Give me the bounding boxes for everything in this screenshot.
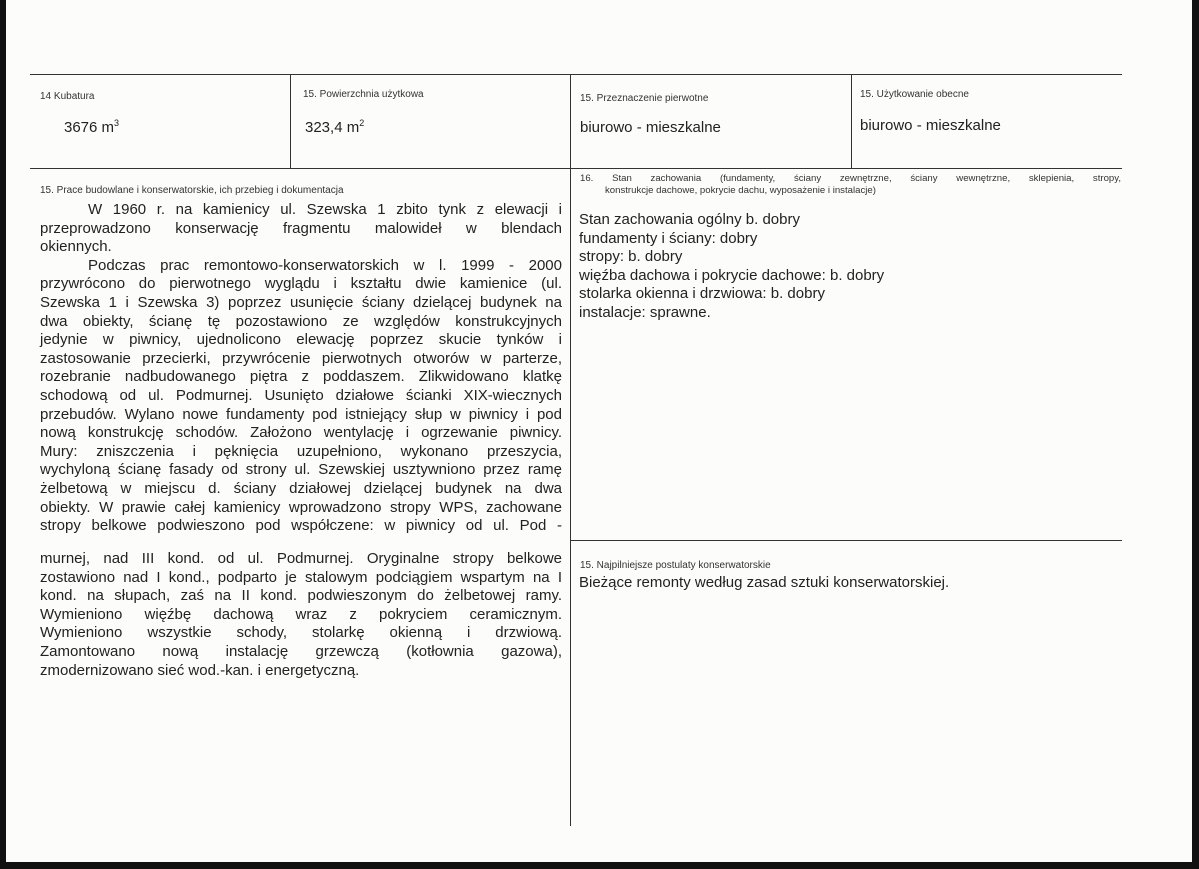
stan-label-2: konstrukcje dachowe, pokrycie dachu, wyposażenie i instalacje)	[605, 185, 876, 196]
text-line: stolarka okienna i drzwiowa: b. dobry	[579, 285, 825, 303]
text-line: Mury: zniszczenia i pęknięcia uzupełniono, wykonano przeszycia,	[40, 442, 562, 460]
text-line: nową konstrukcję schodów. Założono wentylację i ogrzewanie piwnicy.	[40, 424, 562, 442]
text-line: zmodernizowano sieć wod.-kan. i energetyczną.	[40, 661, 360, 679]
text-line: przebudów. Wylano nowe fundamenty pod istniejący słup w piwnicy i pod	[40, 405, 562, 423]
text-line: schodową od ul. Podmurnej. Usunięto działowe ścianki XIX-wiecznych	[40, 386, 562, 404]
uzytkowanie-label: 15. Użytkowanie obecne	[860, 89, 969, 100]
text-line: Wymieniono więźbę dachową wraz z pokryciem ceramicznym.	[40, 605, 562, 623]
prace-text-1	[40, 201, 562, 536]
stan-label: 16. Stan zachowania (fundamenty, ściany zewnętrzne, ściany wewnętrzne, sklepienia, stropy,	[580, 173, 1121, 184]
text-line: stropy belkowe podwieszono pod współczene: w piwnicy od ul. Pod -	[40, 517, 562, 535]
uzytkowanie-value: biurowo - mieszkalne	[860, 117, 1001, 134]
divider	[570, 74, 571, 826]
text-line: Szewska 1 i Szewska 3) poprzez usunięcie ściany dzielącej budynek na	[40, 293, 562, 311]
text-line: dwa obiekty, ścianę tę pozostawiono ze względów konstrukcyjnych	[40, 312, 562, 330]
text-line: okiennych.	[40, 238, 112, 256]
divider	[30, 168, 1122, 169]
text-line: W 1960 r. na kamienicy ul. Szewska 1 zbito tynk z elewacji i	[88, 201, 562, 218]
text-line: instalacje: sprawne.	[579, 303, 711, 321]
text-line: zastosowanie przecierki, przywrócenie pierwotnych otworów w parterze,	[40, 349, 562, 367]
text-line: Podczas prac remontowo-konserwatorskich w l. 1999 - 2000	[88, 256, 562, 274]
text-line: murnej, nad III kond. od ul. Podmurnej. Oryginalne stropy belkowe	[40, 550, 562, 567]
prace-text-2	[40, 550, 562, 680]
text-line: jedynie w piwnicy, ujednolicono elewację poprzez skucie tynków i	[40, 331, 562, 349]
text-line: Wymieniono wszystkie schody, stolarkę okienną i drzwiową.	[40, 624, 562, 642]
text-line: stropy: b. dobry	[579, 248, 683, 266]
text-line: przeprowadzono konserwację fragmentu malowideł w blendach	[40, 219, 562, 237]
postulaty-label: 15. Najpilniejsze postulaty konserwatorskie	[580, 560, 771, 571]
stan-text	[579, 211, 884, 323]
text-line: Stan zachowania ogólny b. dobry	[579, 211, 800, 228]
divider	[851, 74, 852, 168]
przeznaczenie-label: 15. Przeznaczenie pierwotne	[580, 93, 709, 104]
przeznaczenie-value: biurowo - mieszkalne	[580, 119, 721, 136]
prace-label: 15. Prace budowlane i konserwatorskie, ich przebieg i dokumentacja	[40, 185, 344, 196]
text-line: wychyloną ścianę fasady od strony ul. Szewskiej usztywniono przez ramę	[40, 461, 562, 479]
divider	[30, 74, 1122, 75]
text-line: obiekty. W prawie całej kamienicy wprowadzono stropy WPS, zachowane	[40, 498, 562, 516]
powierzchnia-label: 15. Powierzchnia użytkowa	[303, 89, 424, 100]
kubatura-value: 3676 $m^3$	[64, 118, 120, 136]
text-line: zostawiono nad I kond., podparto je stalowym podciągiem wspartym na I	[40, 568, 562, 586]
text-line: żelbetową w miejscu d. ściany działowej dzielącej budynek na dwa	[40, 479, 562, 497]
text-line: więźba dachowa i pokrycie dachowe: b. dobry	[579, 266, 885, 284]
postulaty-value: Bieżące remonty według zasad sztuki konserwatorskiej.	[579, 574, 950, 591]
divider	[290, 74, 291, 168]
text-line: przywrócono do pierwotnego wyglądu i kształtu dwie kamienice (ul.	[40, 275, 562, 293]
powierzchnia-value: 323,4 $m^2$	[305, 118, 365, 136]
divider	[570, 540, 1122, 541]
text-line: fundamenty i ściany: dobry	[579, 229, 758, 247]
text-line: rozebranie nadbudowanego piętra z poddaszem. Zlikwidowano klatkę	[40, 368, 562, 386]
text-line: kond. na słupach, zaś na II kond. podwieszonym do żelbetowej ramy.	[40, 587, 562, 605]
kubatura-label: 14 Kubatura	[40, 91, 95, 102]
text-line: Zamontowano nową instalację grzewczą (kotłownia gazowa),	[40, 642, 562, 660]
